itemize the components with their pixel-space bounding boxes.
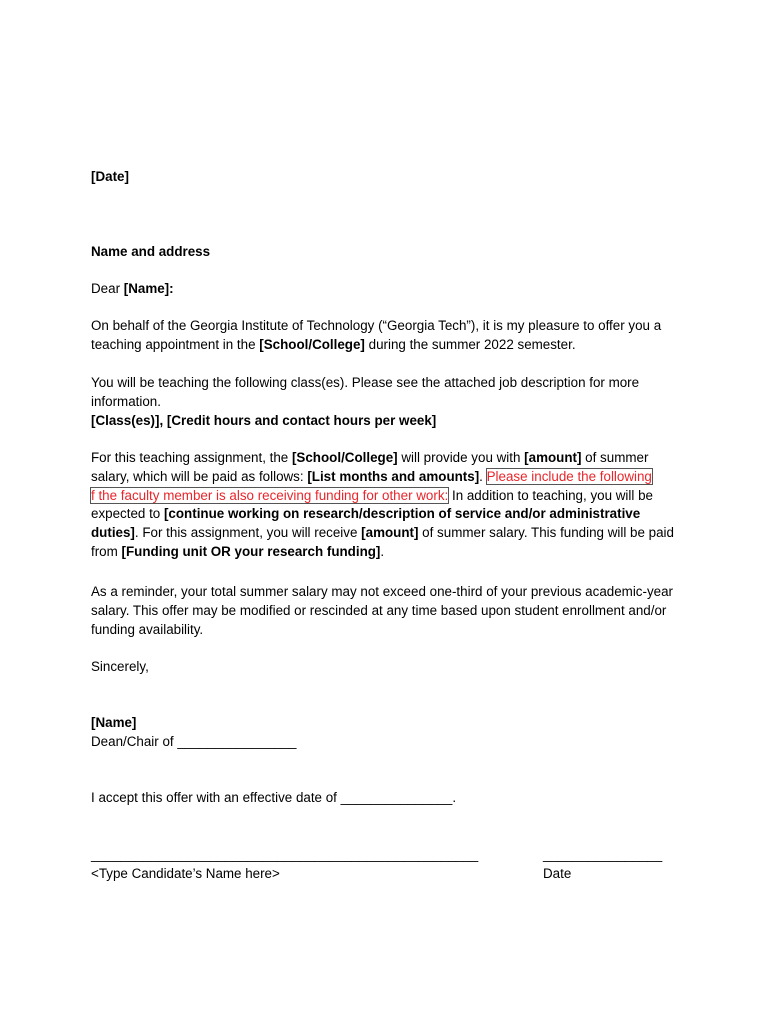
name-and-address: Name and address <box>91 244 211 259</box>
signer-title: Dean/Chair of ________________ <box>91 734 297 749</box>
salutation: Dear [Name]: <box>91 281 174 296</box>
salutation-name: [Name]: <box>123 281 174 296</box>
acceptance-statement: I accept this offer with an effective date of _______________. <box>91 790 457 805</box>
candidate-name-label: <Type Candidate’s Name here> <box>91 866 280 881</box>
paragraph-classes: You will be teaching the following class(es). Please see the attached job description for more information. [Class(es)], [Credit hours and contact hours per week] <box>91 375 640 428</box>
paragraph-offer: On behalf of the Georgia Institute of Technology (“Georgia Tech”), it is my pleasure to offer you a teaching appointment in the [School/College] during the summer 2022 semester. <box>91 318 662 352</box>
paragraph-assignment: For this teaching assignment, the [School/College] will provide you with [amount] of summer salary, which will be paid as follows: [List months and amounts]. Please include the following f the faculty member is also receiving funding for other work: In addition to teaching, you will be expected to [continue working on research/description of service and/or administrative duties]. For this assignment, you will receive [amount] of summer salary. This funding will be paid from [Funding unit OR your research funding]. <box>91 450 674 559</box>
date-placeholder: [Date] <box>91 169 129 184</box>
closing: Sincerely, <box>91 659 149 674</box>
date-label: Date <box>543 866 572 881</box>
date-signature-line: ________________ <box>543 847 663 862</box>
classes-placeholder: [Class(es)], [Credit hours and contact hours per week] <box>91 412 437 428</box>
instruction-note-line-1: Please include the following <box>486 468 652 484</box>
candidate-signature-line: ____________________________________________________ <box>91 847 479 862</box>
signer-name: [Name] <box>91 715 137 730</box>
instruction-note-line-2: f the faculty member is also receiving funding for other work: <box>91 487 449 503</box>
paragraph-reminder: As a reminder, your total summer salary may not exceed one-third of your previous academic-year salary. This offer may be modified or rescinded at any time based upon student enrollment and/or funding availability. <box>91 584 674 637</box>
